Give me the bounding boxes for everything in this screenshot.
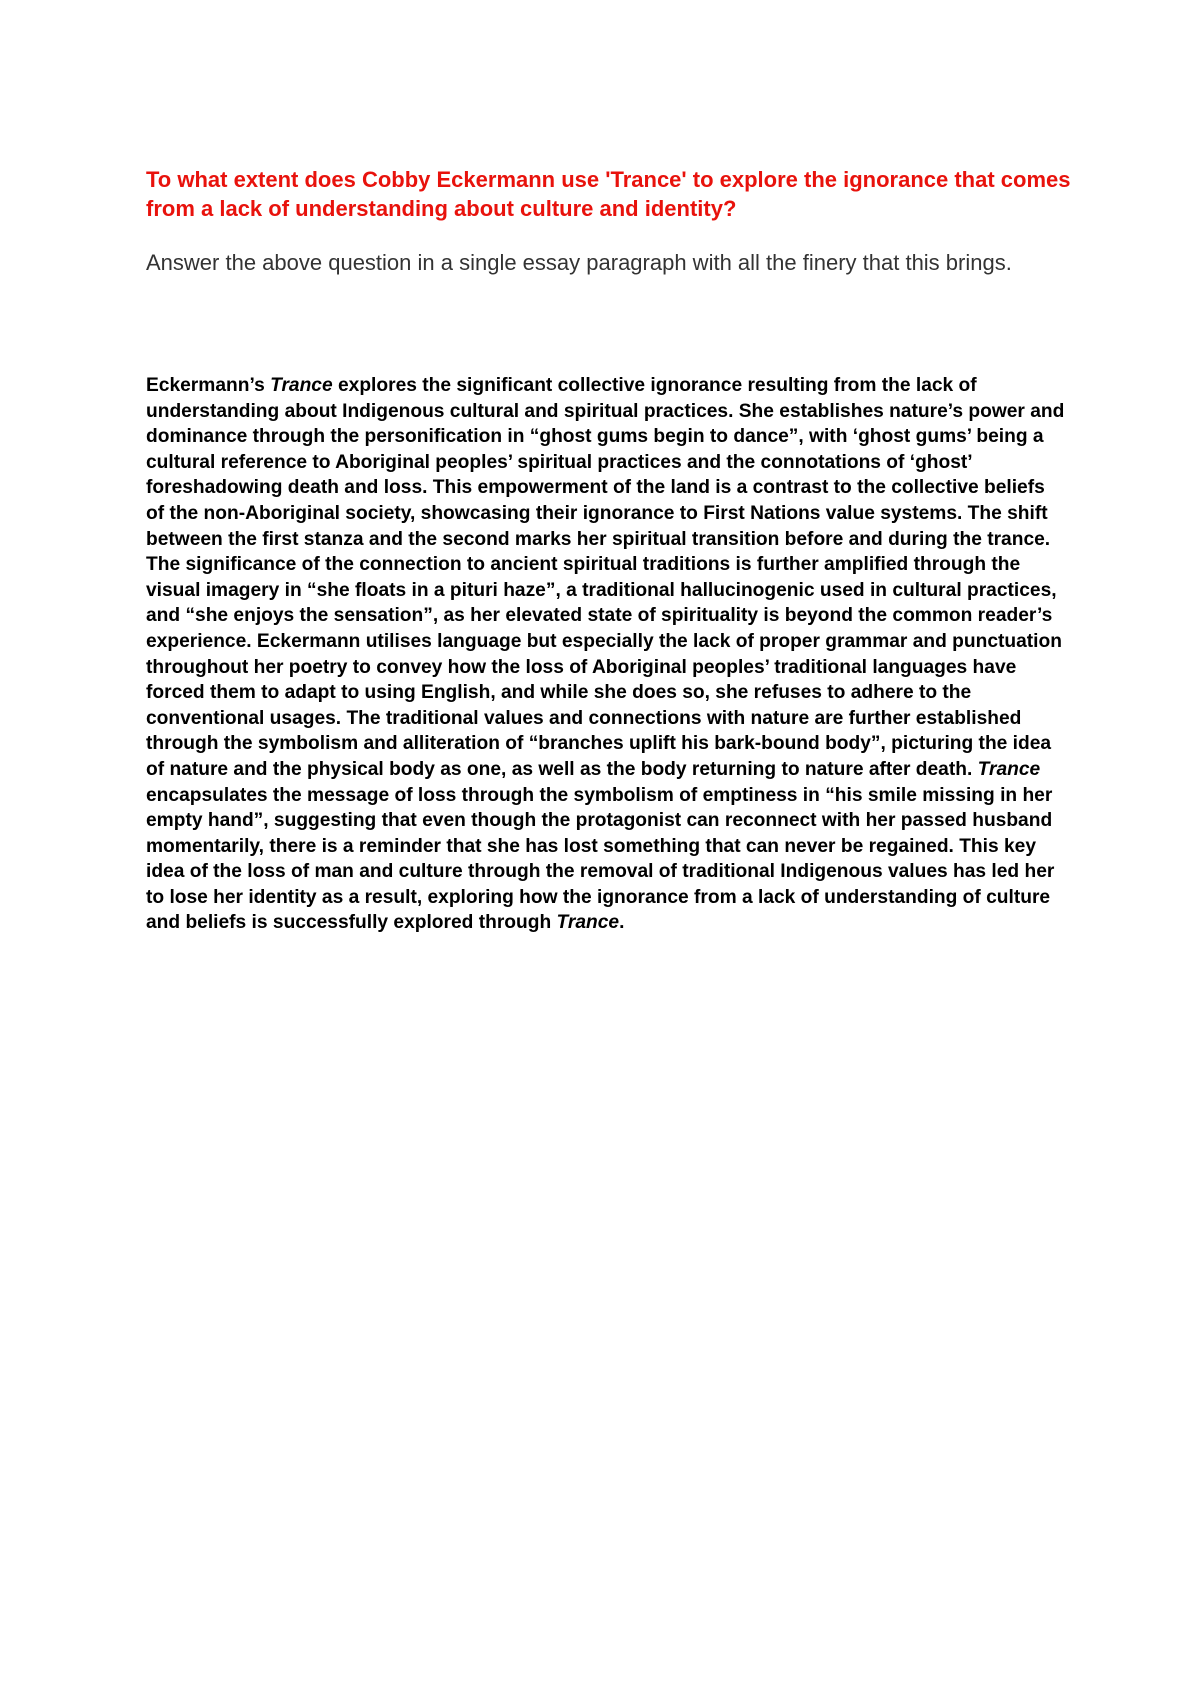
essay-text-segment: Eckermann’s — [146, 375, 271, 396]
essay-text-segment: explores the significant collective ignorance resulting from the lack of understanding about Indigenous cultural and spiritual practices. She establishes nature’s power and dominance through the personification in “ghost gums begin to dance”, with ‘ghost gums’ being a cultural reference to Aboriginal peoples’ spiritual practices and the connotations of ‘ghost’ foreshadowing death and loss. This empowerment of the land is a contrast to the collective beliefs of the non-Aboriginal society, showcasing their ignorance to First Nations value systems. The shift between the first stanza and the second marks her spiritual transition before and during the trance. The significance of the connection to ancient spiritual traditions is further amplified through the visual imagery in “she floats in a pituri haze”, a traditional hallucinogenic used in cultural practices, and “she enjoys the sensation”, as her elevated state of spirituality is beyond the common reader’s experience. Eckermann utilises language but especially the lack of proper grammar and punctuation throughout her poetry to convey how the loss of Aboriginal peoples’ traditional languages have forced them to adapt to using English, and while she does so, she refuses to adhere to the conventional usages. The traditional values and connections with nature are further established through the symbolism and alliteration of “branches uplift his bark-bound body”, picturing the idea of nature and the physical body as one, as well as the body returning to nature after death. — [146, 375, 1065, 780]
essay-instruction: Answer the above question in a single essay paragraph with all the finery that this brings. — [146, 250, 1012, 275]
poem-title: Trance — [270, 375, 333, 396]
essay-question: To what extent does Cobby Eckermann use 'Trance' to explore the ignorance that comes from a lack of understanding about culture and identity? — [146, 167, 1071, 221]
poem-title: Trance — [977, 758, 1041, 780]
essay-text-segment: . — [619, 912, 625, 934]
poem-title: Trance — [556, 912, 620, 934]
essay-paragraph — [146, 373, 1066, 936]
essay-text-segment: encapsulates the message of loss through the symbolism of emptiness in “his smile missing in her empty hand”, suggesting that even though the protagonist can reconnect with her passed husband momentarily, there is a reminder that she has lost something that can never be regained. This key idea of the loss of man and culture through the removal of traditional Indigenous values has led her to lose her identity as a result, exploring how the ignorance from a lack of understanding of culture and beliefs is successfully explored through — [146, 784, 1055, 934]
